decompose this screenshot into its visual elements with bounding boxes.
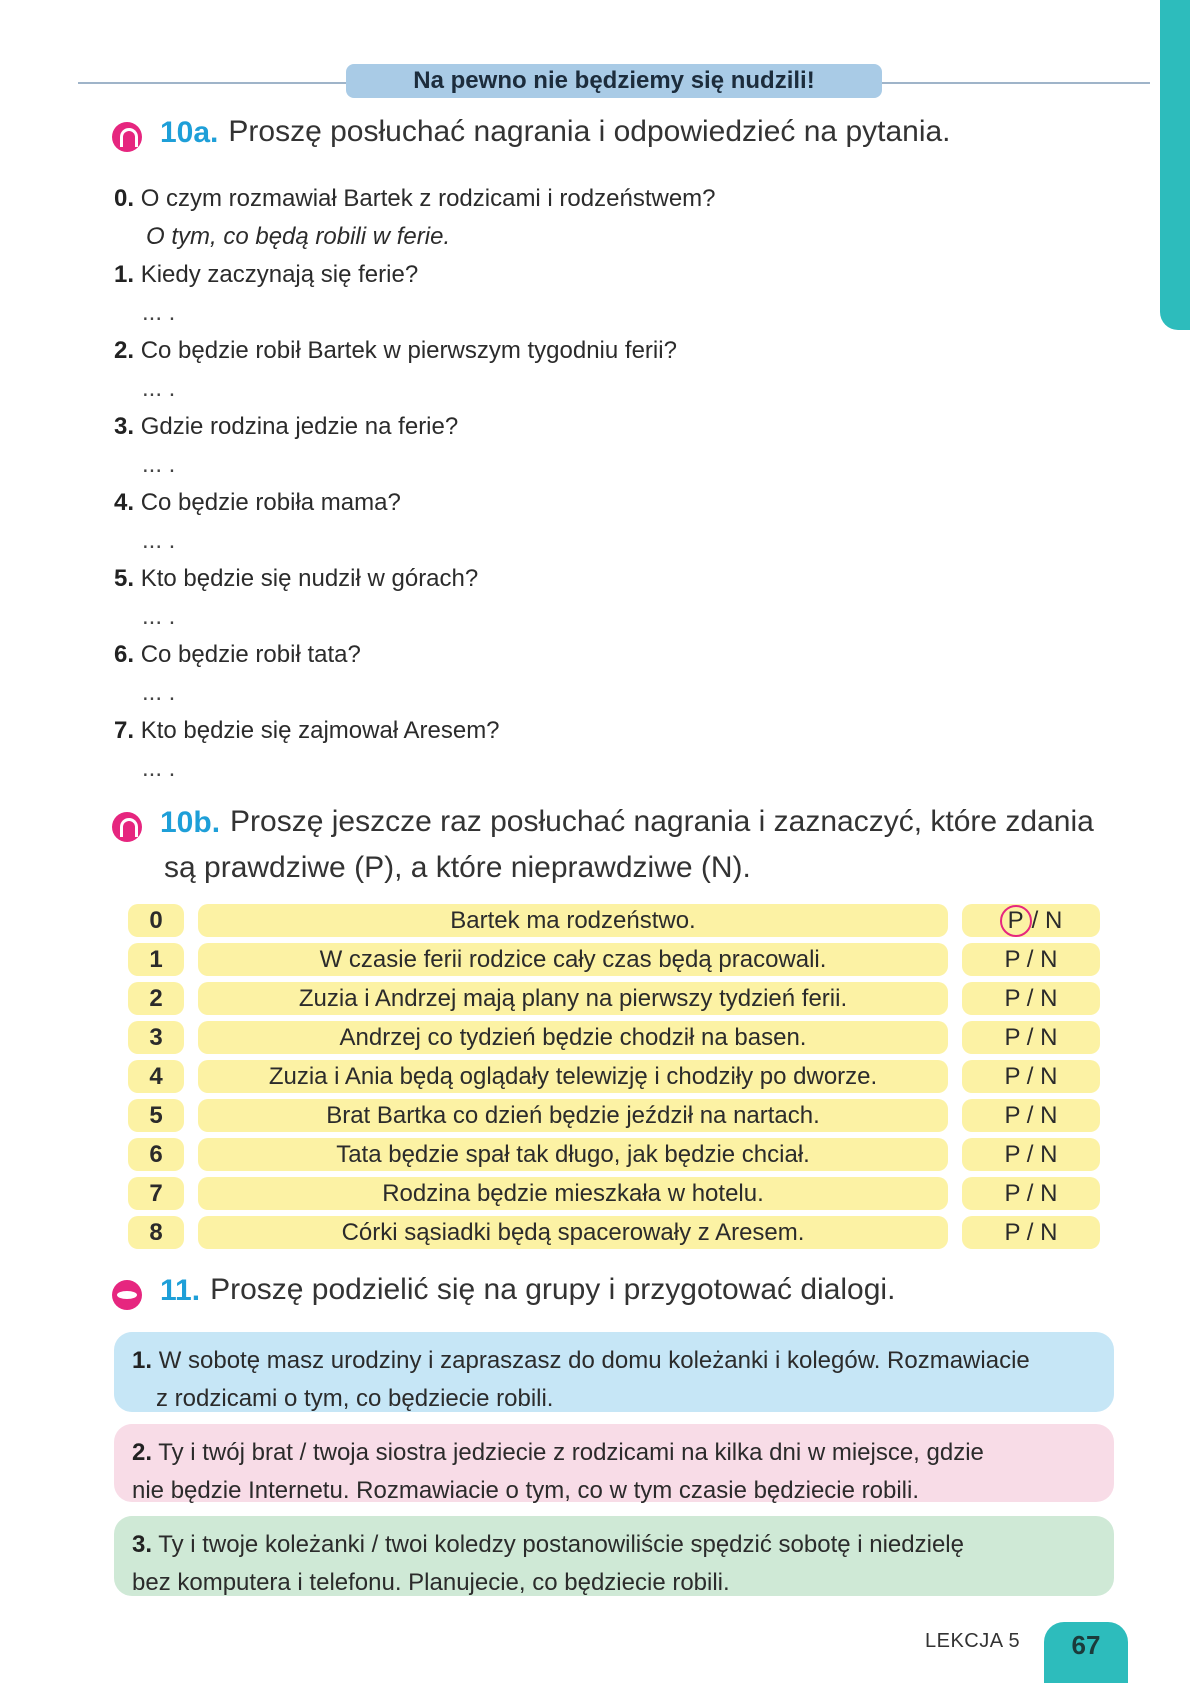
answer-7: ... . (142, 755, 176, 782)
row-sentence: W czasie ferii rodzice cały czas będą pracowali. (198, 943, 948, 976)
question-text: O czym rozmawiał Bartek z rodzicami i rodzeństwem? (140, 185, 716, 212)
headphones-icon (112, 122, 142, 152)
answer-6: ... . (142, 679, 176, 706)
question-1 (114, 256, 1014, 294)
instruction-line-1: Proszę jeszcze raz posłuchać nagrania i zaznaczyć, które zdania (230, 805, 1094, 838)
row-answer[interactable]: P / N (962, 1060, 1100, 1093)
question-5 (114, 560, 1014, 598)
question-number: 5. (114, 565, 135, 592)
question-text: Co będzie robiła mama? (140, 489, 401, 516)
row-number: 5 (128, 1099, 184, 1132)
dialogue-line-1 (132, 1434, 1096, 1472)
task-number: 10b. (160, 806, 221, 839)
question-number: 3. (114, 413, 135, 440)
task-instruction: Proszę posłuchać nagrania i odpowiedzieć na pytania. (228, 115, 951, 148)
headphones-icon (112, 812, 142, 842)
row-sentence: Bartek ma rodzeństwo. (198, 904, 948, 937)
table-row (128, 1099, 1100, 1132)
question-text: Gdzie rodzina jedzie na ferie? (140, 413, 459, 440)
dialogue-number: 1. (132, 1347, 153, 1374)
table-row (128, 1177, 1100, 1210)
table-row (128, 982, 1100, 1015)
answer-3: ... . (142, 451, 176, 478)
dialogue-text: W sobotę masz urodziny i zapraszasz do domu koleżanki i kolegów. Rozmawiacie (158, 1347, 1030, 1374)
question-text: Co będzie robił tata? (140, 641, 361, 668)
row-answer[interactable]: P / N (962, 1216, 1100, 1249)
row-sentence: Tata będzie spał tak długo, jak będzie chciał. (198, 1138, 948, 1171)
row-answer[interactable]: P / N (962, 1177, 1100, 1210)
table-row (128, 1021, 1100, 1054)
answer-0: O tym, co będą robili w ferie. (146, 223, 451, 250)
table-row (128, 1060, 1100, 1093)
dialogue-box-2 (114, 1424, 1114, 1502)
page-number: 67 (1044, 1622, 1128, 1683)
question-list (114, 180, 1014, 788)
side-tab-decoration (1160, 0, 1190, 330)
dialogue-text: Ty i twój brat / twoja siostra jedziecie z rodzicami na kilka dni w miejsce, gdzie (158, 1439, 984, 1466)
row-sentence: Rodzina będzie mieszkała w hotelu. (198, 1177, 948, 1210)
table-row (128, 943, 1100, 976)
question-7 (114, 712, 1014, 750)
lips-icon (112, 1280, 142, 1310)
table-row (128, 1216, 1100, 1249)
row-answer[interactable]: P / N (962, 1138, 1100, 1171)
question-number: 7. (114, 717, 135, 744)
dialogue-number: 2. (132, 1439, 153, 1466)
dialogue-box-1 (114, 1332, 1114, 1412)
circled-answer-p[interactable]: P (1000, 905, 1032, 937)
task-instruction: Proszę podzielić się na grupy i przygotować dialogi. (210, 1273, 896, 1306)
row-answer[interactable]: P / N (962, 982, 1100, 1015)
dialogue-line-1 (132, 1342, 1096, 1380)
dialogue-number: 3. (132, 1531, 153, 1558)
answer-2: ... . (142, 375, 176, 402)
row-number: 6 (128, 1138, 184, 1171)
question-3 (114, 408, 1014, 446)
row-sentence: Brat Bartka co dzień będzie jeździł na nartach. (198, 1099, 948, 1132)
question-6 (114, 636, 1014, 674)
question-number: 0. (114, 185, 135, 212)
answer-n[interactable]: / N (1031, 906, 1063, 934)
task-10b-heading (112, 806, 1094, 842)
dialogue-text: Ty i twoje koleżanki / twoi koledzy postanowiliście spędzić sobotę i niedzielę (158, 1531, 964, 1558)
question-4 (114, 484, 1014, 522)
task-instruction (230, 802, 1094, 842)
row-number: 1 (128, 943, 184, 976)
dialogue-line-1 (132, 1526, 1096, 1564)
dialogue-line-2: z rodzicami o tym, co będziecie robili. (156, 1385, 554, 1412)
row-sentence: Andrzej co tydzień będzie chodził na basen. (198, 1021, 948, 1054)
question-2 (114, 332, 1014, 370)
task-instruction-line-2: są prawdziwe (P), a które nieprawdziwe (N). (164, 851, 751, 884)
question-0 (114, 180, 1014, 218)
dialogue-line-2: nie będzie Internetu. Rozmawiacie o tym, co w tym czasie będziecie robili. (132, 1477, 920, 1504)
task-number: 10a. (160, 116, 219, 149)
row-sentence: Zuzia i Ania będą oglądały telewizję i chodziły po dworze. (198, 1060, 948, 1093)
row-number: 0 (128, 904, 184, 937)
question-text: Kiedy zaczynają się ferie? (140, 261, 419, 288)
row-number: 4 (128, 1060, 184, 1093)
task-11-heading (112, 1274, 895, 1310)
answer-5: ... . (142, 603, 176, 630)
table-row (128, 904, 1100, 937)
task-10a-heading (112, 116, 951, 152)
answer-4: ... . (142, 527, 176, 554)
question-number: 4. (114, 489, 135, 516)
question-number: 2. (114, 337, 135, 364)
section-title: Na pewno nie będziemy się nudzili! (346, 64, 882, 98)
row-number: 7 (128, 1177, 184, 1210)
row-answer[interactable]: P / N (962, 1099, 1100, 1132)
task-number: 11. (160, 1274, 201, 1307)
question-text: Kto będzie się zajmował Aresem? (140, 717, 500, 744)
row-number: 3 (128, 1021, 184, 1054)
question-text: Co będzie robił Bartek w pierwszym tygodniu ferii? (140, 337, 677, 364)
question-number: 1. (114, 261, 135, 288)
answer-1: ... . (142, 299, 176, 326)
table-row (128, 1138, 1100, 1171)
row-number: 8 (128, 1216, 184, 1249)
lesson-label: LEKCJA 5 (925, 1630, 1021, 1652)
row-answer[interactable]: P / N (962, 943, 1100, 976)
question-text: Kto będzie się nudził w górach? (140, 565, 479, 592)
dialogue-line-2: bez komputera i telefonu. Planujecie, co będziecie robili. (132, 1569, 730, 1596)
row-number: 2 (128, 982, 184, 1015)
row-answer[interactable] (962, 904, 1100, 937)
dialogue-box-3 (114, 1516, 1114, 1596)
question-number: 6. (114, 641, 135, 668)
row-sentence: Córki sąsiadki będą spacerowały z Aresem. (198, 1216, 948, 1249)
row-answer[interactable]: P / N (962, 1021, 1100, 1054)
true-false-table (128, 904, 1100, 1255)
row-sentence: Zuzia i Andrzej mają plany na pierwszy tydzień ferii. (198, 982, 948, 1015)
